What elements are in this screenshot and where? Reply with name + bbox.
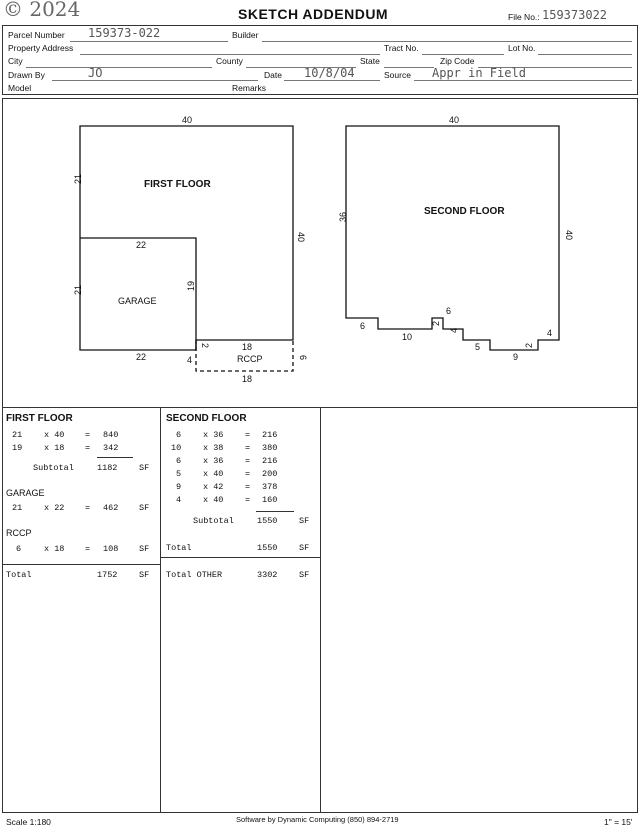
step-4-dim: 4	[187, 355, 193, 365]
calc-sf-subtotal-label: Subtotal	[193, 516, 234, 526]
calc-sf-total-label: Total	[166, 543, 192, 553]
sf-b2-dim: 10	[402, 332, 413, 342]
floor-plan-sketch	[0, 0, 640, 410]
parcel-number-label: Parcel Number	[8, 30, 65, 40]
parcel-number-value: 159373-022	[88, 26, 161, 40]
sf-b8-dim: 9	[513, 352, 519, 362]
ff-top-dim: 40	[182, 115, 193, 125]
date-value: 10/8/04	[304, 66, 355, 80]
calc-row: 6	[176, 430, 182, 440]
garage-outline	[80, 238, 196, 350]
sf-b6-dim: 5	[475, 342, 481, 352]
step-2-dim: 2	[200, 343, 210, 349]
lot-no-label: Lot No.	[508, 43, 536, 53]
property-address-label: Property Address	[8, 43, 74, 53]
calc-ff-subtotal-label: Subtotal	[33, 463, 74, 473]
calc-row: 21	[12, 430, 23, 440]
builder-label: Builder	[232, 30, 259, 40]
calc-total-other-label: Total OTHER	[166, 570, 223, 580]
drawn-by-label: Drawn By	[8, 70, 45, 80]
model-label: Model	[8, 83, 32, 93]
tract-no-label: Tract No.	[384, 43, 419, 53]
calc-total-value: 1752	[97, 570, 118, 580]
sf-b1-dim: 6	[360, 321, 366, 331]
date-label: Date	[264, 70, 282, 80]
calc-row: 6	[176, 456, 182, 466]
calc-rccp-title: RCCP	[6, 528, 32, 538]
footer-software: Software by Dynamic Computing (850) 894-2719	[236, 815, 399, 824]
sf-b4-dim: 6	[446, 306, 452, 316]
city-label: City	[8, 56, 23, 66]
ff-left-upper-dim: 21	[73, 173, 83, 184]
sf-b3-dim: 2	[431, 320, 441, 326]
calc-row: 10	[171, 443, 182, 453]
garage-bottom-dim: 22	[136, 352, 147, 362]
garage-label: GARAGE	[118, 296, 157, 306]
drawn-by-value: JO	[88, 66, 103, 80]
zip-code-label: Zip Code	[440, 56, 475, 66]
calc-sf-subtotal-value: 1550	[257, 516, 278, 526]
garage-left-dim: 21	[73, 284, 83, 295]
sf-top-dim: 40	[449, 115, 460, 125]
footer-ratio: 1" = 15'	[604, 817, 633, 827]
state-label: State	[360, 56, 380, 66]
file-no-label: File No.:	[508, 12, 540, 22]
rccp-right-dim: 6	[298, 355, 308, 361]
calc-total-label: Total	[6, 570, 32, 580]
calc-ff-subtotal-value: 1182	[97, 463, 118, 473]
copyright-mark: © 2024	[3, 0, 81, 21]
calc-total-other-value: 3302	[257, 570, 278, 580]
remarks-label: Remarks	[232, 83, 267, 93]
page-title: SKETCH ADDENDUM	[238, 6, 389, 22]
calc-row: 6	[16, 544, 22, 554]
calc-row: 9	[176, 482, 182, 492]
file-no-value: 159373022	[542, 8, 608, 22]
source-value: Appr in Field	[432, 66, 526, 80]
sf-b7-dim: 2	[524, 342, 534, 348]
calc-row: 21	[12, 503, 23, 513]
county-label: County	[216, 56, 243, 66]
sf-left-dim: 36	[338, 211, 348, 222]
ff-inner-dim: 22	[136, 240, 147, 250]
sf-right-dim: 40	[564, 230, 574, 241]
sf-b9-dim: 4	[547, 328, 553, 338]
calc-row: 19	[12, 443, 23, 453]
calc-garage-title: GARAGE	[6, 488, 45, 498]
calc-first-floor-title: FIRST FLOOR	[6, 413, 73, 424]
sf-b5-dim: 4	[449, 327, 459, 333]
calc-second-floor-title: SECOND FLOOR	[166, 413, 247, 424]
second-floor-outline	[346, 126, 559, 350]
garage-right-dim: 19	[186, 280, 196, 291]
calc-row: 4	[176, 495, 182, 505]
second-floor-label: SECOND FLOOR	[424, 206, 505, 217]
rccp-bottom-dim: 18	[242, 374, 253, 384]
ff-bottom-dim: 18	[242, 342, 253, 352]
first-floor-label: FIRST FLOOR	[144, 179, 211, 190]
footer-scale: Scale 1:180	[6, 817, 51, 827]
source-label: Source	[384, 70, 411, 80]
calc-sf-total-value: 1550	[257, 543, 278, 553]
ff-right-dim: 40	[296, 232, 306, 243]
rccp-label: RCCP	[237, 354, 263, 364]
calc-row: 5	[176, 469, 182, 479]
